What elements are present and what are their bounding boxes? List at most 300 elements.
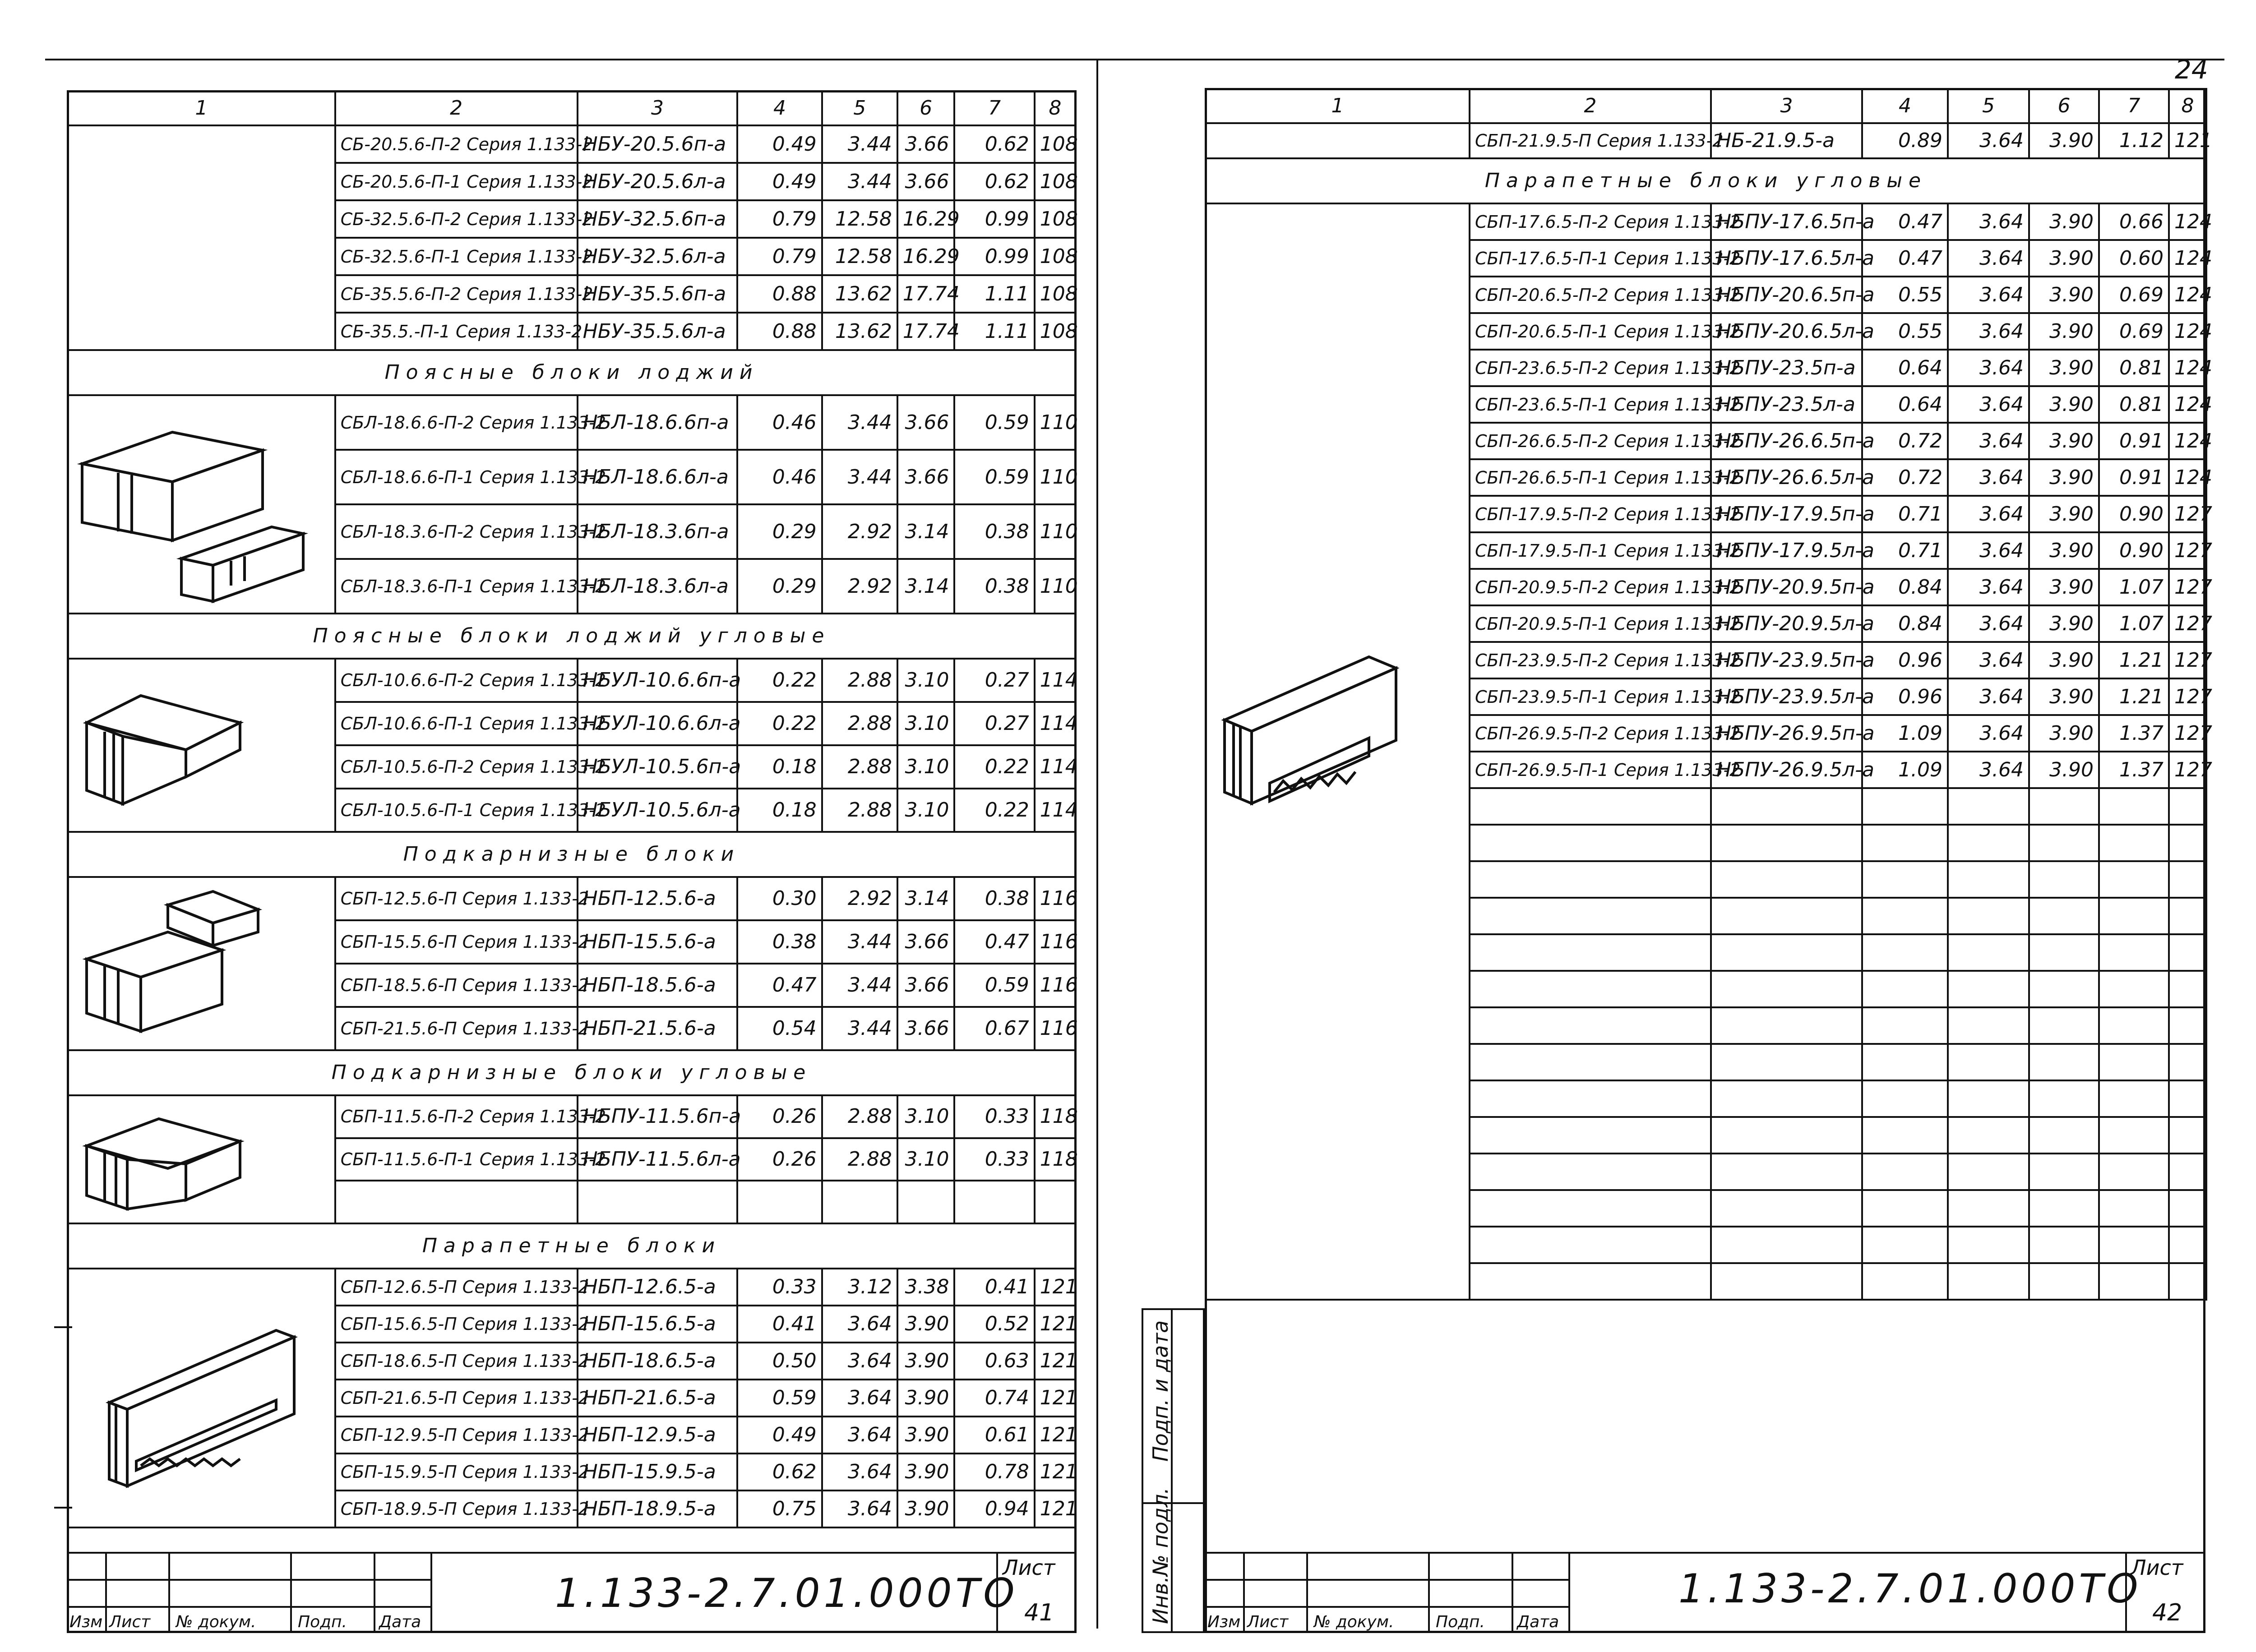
empty-cell <box>1862 1007 1948 1044</box>
value-cell: 0.99 <box>954 200 1034 238</box>
value-cell: 121 <box>1035 1490 1076 1527</box>
empty-cell <box>2029 861 2099 898</box>
block-drawing-cell <box>68 1269 335 1527</box>
value-cell: 3.90 <box>897 1380 955 1417</box>
empty-cell <box>1948 971 2029 1007</box>
empty-cell <box>2099 1044 2169 1080</box>
brand-cell: НБУ-35.5.6л-а <box>578 313 738 350</box>
value-cell: 0.29 <box>737 559 822 614</box>
column-header: 4 <box>1862 89 1948 123</box>
item-mark-cell: СБП-17.9.5-П-2 Серия 1.133-2 <box>1470 496 1711 532</box>
value-cell: 3.66 <box>897 125 955 163</box>
brand-cell: НБУЛ-10.6.6п-а <box>578 659 738 702</box>
brand-cell: НБП-15.5.6-а <box>578 920 738 964</box>
value-cell: 0.88 <box>737 313 822 350</box>
empty-cell <box>1470 1007 1711 1044</box>
value-cell: 0.18 <box>737 745 822 789</box>
left-tb-vlines <box>67 1552 432 1633</box>
empty-cell <box>1470 861 1711 898</box>
empty-cell <box>2169 1007 2206 1044</box>
value-cell: 0.71 <box>1862 532 1948 569</box>
value-cell: 127 <box>2169 569 2206 605</box>
value-cell <box>822 1181 897 1223</box>
value-cell: 0.47 <box>954 920 1034 964</box>
brand-cell: НБПУ-20.9.5п-а <box>1711 569 1862 605</box>
empty-cell <box>1206 123 1470 158</box>
value-cell: 3.12 <box>822 1269 897 1306</box>
section-title-row <box>68 1050 1076 1095</box>
value-cell: 0.47 <box>1862 240 1948 277</box>
value-cell: 3.90 <box>2029 203 2099 240</box>
value-cell: 0.81 <box>2099 386 2169 423</box>
value-cell: 16.29 <box>897 238 955 275</box>
table-row <box>68 125 1076 163</box>
empty-cell <box>1470 934 1711 971</box>
item-mark-cell: СБП-20.6.5-П-2 Серия 1.133-2 <box>1470 277 1711 313</box>
empty-cell <box>1470 1044 1711 1080</box>
column-header: 7 <box>954 91 1034 125</box>
brand-cell: НБПУ-17.6.5л-а <box>1711 240 1862 277</box>
empty-cell <box>2029 788 2099 825</box>
block-drawing-cell <box>68 877 335 1050</box>
empty-cell <box>1711 861 1862 898</box>
empty-cell <box>1470 971 1711 1007</box>
value-cell: 0.59 <box>954 395 1034 450</box>
value-cell: 1.07 <box>2099 605 2169 642</box>
value-cell: 0.67 <box>954 1007 1034 1050</box>
value-cell: 121 <box>1035 1417 1076 1454</box>
loggia-belt-corner-block-drawing-icon <box>69 660 258 831</box>
column-header: 8 <box>2169 89 2206 123</box>
right-titleblock-code: 1.133-2.7.01.000ТО <box>1678 1565 2142 1612</box>
column-header-row <box>1206 89 2206 123</box>
empty-cell <box>1948 898 2029 934</box>
value-cell: 3.66 <box>897 163 955 200</box>
value-cell: 1.37 <box>2099 752 2169 788</box>
column-header: 1 <box>68 91 335 125</box>
empty-cell <box>1948 1263 2029 1300</box>
right-tb-vlines <box>1205 1552 1570 1633</box>
value-cell: 0.55 <box>1862 313 1948 350</box>
value-cell: 0.90 <box>2099 496 2169 532</box>
right-tb-label-podp: Подп. <box>1436 1613 1485 1631</box>
item-mark-cell: СБП-26.6.5-П-1 Серия 1.133-2 <box>1470 459 1711 496</box>
column-header: 2 <box>335 91 578 125</box>
empty-cell <box>2099 825 2169 861</box>
table-row <box>68 1095 1076 1138</box>
empty-cell <box>1862 1154 1948 1190</box>
value-cell: 0.18 <box>737 789 822 832</box>
brand-cell: НБПУ-26.6.5л-а <box>1711 459 1862 496</box>
empty-cell <box>1862 788 1948 825</box>
value-cell: 0.96 <box>1862 678 1948 715</box>
brand-cell: НБП-21.6.5-а <box>578 1380 738 1417</box>
item-mark-cell: СБП-21.6.5-П Серия 1.133-2 <box>335 1380 578 1417</box>
value-cell: 0.38 <box>737 920 822 964</box>
section-title-row <box>1206 158 2206 203</box>
item-mark-cell: СБЛ-18.3.6-П-2 Серия 1.133-2 <box>335 504 578 559</box>
value-cell: 2.88 <box>822 1138 897 1181</box>
value-cell: 1.07 <box>2099 569 2169 605</box>
empty-cell <box>1470 1227 1711 1263</box>
top-rule <box>45 59 2224 60</box>
item-mark-cell: СБП-15.9.5-П Серия 1.133-2 <box>335 1454 578 1490</box>
item-mark-cell: СБП-18.9.5-П Серия 1.133-2 <box>335 1490 578 1527</box>
empty-cell <box>1862 1044 1948 1080</box>
empty-cell <box>1862 934 1948 971</box>
empty-cell <box>2169 1263 2206 1300</box>
item-mark-cell: СБП-26.6.5-П-2 Серия 1.133-2 <box>1470 423 1711 459</box>
item-mark-cell: СБЛ-10.6.6-П-2 Серия 1.133-2 <box>335 659 578 702</box>
empty-cell <box>1470 1190 1711 1227</box>
value-cell: 114 <box>1035 659 1076 702</box>
value-cell: 3.64 <box>1948 203 2029 240</box>
value-cell: 1.11 <box>954 275 1034 313</box>
value-cell: 13.62 <box>822 313 897 350</box>
value-cell: 1.09 <box>1862 752 1948 788</box>
value-cell: 3.90 <box>2029 496 2099 532</box>
value-cell: 2.92 <box>822 504 897 559</box>
value-cell: 3.64 <box>1948 123 2029 158</box>
value-cell: 127 <box>2169 642 2206 678</box>
empty-cell <box>1862 1117 1948 1154</box>
brand-cell: НБПУ-23.9.5п-а <box>1711 642 1862 678</box>
value-cell: 0.30 <box>737 877 822 920</box>
value-cell: 121 <box>1035 1380 1076 1417</box>
value-cell: 3.44 <box>822 1007 897 1050</box>
value-cell: 0.61 <box>954 1417 1034 1454</box>
value-cell: 1.21 <box>2099 642 2169 678</box>
value-cell: 124 <box>2169 240 2206 277</box>
empty-cell <box>1862 861 1948 898</box>
value-cell: 0.49 <box>737 125 822 163</box>
table-row <box>68 395 1076 450</box>
value-cell: 0.52 <box>954 1306 1034 1343</box>
left-tb-label-doc: № докум. <box>176 1613 256 1631</box>
empty-cell <box>2169 1044 2206 1080</box>
value-cell: 13.62 <box>822 275 897 313</box>
value-cell: 116 <box>1035 877 1076 920</box>
brand-cell: НБП-12.9.5-а <box>578 1417 738 1454</box>
empty-cell <box>1948 934 2029 971</box>
value-cell: 3.14 <box>897 877 955 920</box>
item-mark-cell: СБ-20.5.6-П-2 Серия 1.133-2 <box>335 125 578 163</box>
left-tb-label-list: Лист <box>109 1613 151 1631</box>
value-cell: 3.64 <box>1948 569 2029 605</box>
empty-cell <box>2029 971 2099 1007</box>
empty-cell <box>1711 1227 1862 1263</box>
empty-cell <box>2029 1227 2099 1263</box>
empty-cell <box>1470 825 1711 861</box>
value-cell: 127 <box>2169 752 2206 788</box>
empty-cell <box>2169 1190 2206 1227</box>
value-cell: 0.64 <box>1862 350 1948 386</box>
value-cell: 110 <box>1035 504 1076 559</box>
item-mark-cell: СБП-21.5.6-П Серия 1.133-2 <box>335 1007 578 1050</box>
item-mark-cell: СБ-35.5.-П-1 Серия 1.133-2 <box>335 313 578 350</box>
empty-cell <box>1711 1007 1862 1044</box>
empty-cell <box>1862 898 1948 934</box>
empty-cell <box>2169 1154 2206 1190</box>
parapet-block-drawing-icon <box>69 1290 321 1506</box>
value-cell <box>1035 1181 1076 1223</box>
value-cell: 1.11 <box>954 313 1034 350</box>
value-cell: 0.33 <box>954 1095 1034 1138</box>
item-mark-cell: СБП-11.5.6-П-2 Серия 1.133-2 <box>335 1095 578 1138</box>
section-title: Парапетные блоки угловые <box>1206 158 2206 203</box>
value-cell: 3.90 <box>2029 678 2099 715</box>
cornice-block-drawing-icon <box>69 878 276 1049</box>
value-cell: 3.90 <box>897 1490 955 1527</box>
value-cell: 3.64 <box>1948 496 2029 532</box>
item-mark-cell: СБ-32.5.6-П-1 Серия 1.133-2 <box>335 238 578 275</box>
empty-cell <box>2029 1117 2099 1154</box>
value-cell: 1.37 <box>2099 715 2169 752</box>
value-cell: 3.44 <box>822 125 897 163</box>
column-header: 5 <box>822 91 897 125</box>
value-cell: 3.64 <box>822 1380 897 1417</box>
empty-cell <box>1862 825 1948 861</box>
value-cell: 0.38 <box>954 559 1034 614</box>
table-row <box>68 659 1076 702</box>
brand-cell: НБП-18.9.5-а <box>578 1490 738 1527</box>
value-cell: 3.64 <box>822 1306 897 1343</box>
block-drawing-cell <box>68 395 335 614</box>
value-cell: 127 <box>2169 715 2206 752</box>
value-cell: 3.90 <box>2029 569 2099 605</box>
empty-cell <box>2169 1080 2206 1117</box>
value-cell: 114 <box>1035 745 1076 789</box>
value-cell: 3.10 <box>897 745 955 789</box>
empty-cell <box>1948 1154 2029 1190</box>
item-mark-cell: СБП-11.5.6-П-1 Серия 1.133-2 <box>335 1138 578 1181</box>
empty-cell <box>1948 1117 2029 1154</box>
left-sheet-number: 41 <box>1024 1599 1054 1626</box>
empty-cell <box>2169 788 2206 825</box>
brand-cell: НБУЛ-10.6.6л-а <box>578 702 738 745</box>
empty-cell <box>2029 1007 2099 1044</box>
empty-cell <box>1948 1044 2029 1080</box>
value-cell: 124 <box>2169 277 2206 313</box>
column-header: 1 <box>1206 89 1470 123</box>
empty-cell <box>2169 934 2206 971</box>
empty-cell <box>2029 1190 2099 1227</box>
value-cell: 127 <box>2169 678 2206 715</box>
value-cell: 0.91 <box>2099 423 2169 459</box>
value-cell: 118 <box>1035 1138 1076 1181</box>
empty-cell <box>1470 1117 1711 1154</box>
brand-cell: НБУЛ-10.5.6п-а <box>578 745 738 789</box>
left-sheet-label: Лист <box>1003 1555 1055 1580</box>
section-title-row <box>68 614 1076 659</box>
value-cell: 3.14 <box>897 559 955 614</box>
value-cell: 116 <box>1035 920 1076 964</box>
value-cell: 127 <box>2169 532 2206 569</box>
value-cell: 3.44 <box>822 395 897 450</box>
brand-cell: НБПУ-11.5.6л-а <box>578 1138 738 1181</box>
value-cell: 0.88 <box>737 275 822 313</box>
empty-cell <box>1711 1190 1862 1227</box>
value-cell: 116 <box>1035 964 1076 1007</box>
value-cell: 124 <box>2169 203 2206 240</box>
value-cell: 0.27 <box>954 659 1034 702</box>
brand-cell: НБП-18.5.6-а <box>578 964 738 1007</box>
value-cell: 0.54 <box>737 1007 822 1050</box>
sheet-number-top: 24 <box>2175 54 2208 85</box>
empty-cell <box>1862 1080 1948 1117</box>
value-cell: 0.26 <box>737 1095 822 1138</box>
brand-cell: НБПУ-17.6.5п-а <box>1711 203 1862 240</box>
value-cell: 124 <box>2169 313 2206 350</box>
value-cell: 0.81 <box>2099 350 2169 386</box>
item-mark-cell: СБ-32.5.6-П-2 Серия 1.133-2 <box>335 200 578 238</box>
empty-cell <box>1948 861 2029 898</box>
item-mark-cell: СБЛ-18.6.6-П-2 Серия 1.133-2 <box>335 395 578 450</box>
empty-cell <box>1862 971 1948 1007</box>
section-title: Подкарнизные блоки угловые <box>68 1050 1076 1095</box>
item-mark-cell: СБП-23.9.5-П-1 Серия 1.133-2 <box>1470 678 1711 715</box>
value-cell: 17.74 <box>897 313 955 350</box>
value-cell: 0.22 <box>954 745 1034 789</box>
value-cell: 0.72 <box>1862 459 1948 496</box>
empty-cell <box>2099 1117 2169 1154</box>
value-cell: 0.29 <box>737 504 822 559</box>
value-cell: 0.69 <box>2099 313 2169 350</box>
loggia-belt-block-drawing-icon <box>69 396 321 613</box>
value-cell: 108 <box>1035 163 1076 200</box>
value-cell: 121 <box>1035 1306 1076 1343</box>
brand-cell: НБП-15.6.5-а <box>578 1306 738 1343</box>
value-cell: 0.63 <box>954 1343 1034 1380</box>
empty-cell <box>2029 898 2099 934</box>
right-table <box>1205 88 2212 1301</box>
item-mark-cell: СБП-23.9.5-П-2 Серия 1.133-2 <box>1470 642 1711 678</box>
value-cell: 0.33 <box>954 1138 1034 1181</box>
value-cell: 0.50 <box>737 1343 822 1380</box>
value-cell: 116 <box>1035 1007 1076 1050</box>
value-cell: 17.74 <box>897 275 955 313</box>
value-cell: 3.64 <box>1948 350 2029 386</box>
value-cell: 3.90 <box>2029 240 2099 277</box>
brand-cell: НБПУ-20.9.5л-а <box>1711 605 1862 642</box>
value-cell: 114 <box>1035 789 1076 832</box>
value-cell: 3.90 <box>2029 605 2099 642</box>
value-cell: 3.64 <box>1948 752 2029 788</box>
empty-cell <box>2099 788 2169 825</box>
value-cell: 3.66 <box>897 395 955 450</box>
value-cell: 3.66 <box>897 1007 955 1050</box>
brand-cell: НБП-15.9.5-а <box>578 1454 738 1490</box>
value-cell: 0.62 <box>737 1454 822 1490</box>
empty-cell <box>1711 1117 1862 1154</box>
section-title: Поясные блоки лоджий угловые <box>68 614 1076 659</box>
value-cell: 1.21 <box>2099 678 2169 715</box>
empty-cell <box>1948 1190 2029 1227</box>
value-cell: 3.64 <box>1948 459 2029 496</box>
value-cell: 3.44 <box>822 450 897 504</box>
brand-cell: НБПУ-17.9.5п-а <box>1711 496 1862 532</box>
value-cell: 2.92 <box>822 877 897 920</box>
value-cell: 108 <box>1035 275 1076 313</box>
item-mark-cell: СБЛ-10.5.6-П-2 Серия 1.133-2 <box>335 745 578 789</box>
value-cell: 3.64 <box>1948 605 2029 642</box>
empty-cell <box>1948 1227 2029 1263</box>
empty-cell <box>1862 1227 1948 1263</box>
value-cell: 127 <box>2169 496 2206 532</box>
left-tb-label-podp: Подп. <box>298 1613 347 1631</box>
value-cell: 3.90 <box>2029 350 2099 386</box>
brand-cell: НБПУ-11.5.6п-а <box>578 1095 738 1138</box>
empty-cell <box>1862 1263 1948 1300</box>
item-mark-cell: СБП-15.6.5-П Серия 1.133-2 <box>335 1306 578 1343</box>
value-cell: 3.14 <box>897 504 955 559</box>
brand-cell: НБЛ-18.3.6п-а <box>578 504 738 559</box>
brand-cell: НБЛ-18.6.6л-а <box>578 450 738 504</box>
value-cell: 3.10 <box>897 659 955 702</box>
column-header-row <box>68 91 1076 125</box>
table-row <box>1206 203 2206 240</box>
value-cell: 3.66 <box>897 920 955 964</box>
value-cell: 2.88 <box>822 702 897 745</box>
column-header: 6 <box>897 91 955 125</box>
empty-cell <box>1711 934 1862 971</box>
value-cell: 0.79 <box>737 200 822 238</box>
empty-cell <box>2029 825 2099 861</box>
empty-cell <box>1948 1080 2029 1117</box>
value-cell: 0.46 <box>737 450 822 504</box>
value-cell: 0.66 <box>2099 203 2169 240</box>
value-cell: 3.66 <box>897 450 955 504</box>
empty-cell <box>2099 1080 2169 1117</box>
table-row <box>68 877 1076 920</box>
right-tb-label-list: Лист <box>1247 1613 1289 1631</box>
empty-cell <box>1470 1154 1711 1190</box>
block-drawing-cell <box>68 125 335 350</box>
value-cell: 108 <box>1035 125 1076 163</box>
value-cell: 3.64 <box>822 1417 897 1454</box>
value-cell: 12.58 <box>822 200 897 238</box>
value-cell: 16.29 <box>897 200 955 238</box>
value-cell: 0.96 <box>1862 642 1948 678</box>
value-cell: 3.44 <box>822 920 897 964</box>
empty-cell <box>2029 1154 2099 1190</box>
item-mark-cell: СБП-17.6.5-П-2 Серия 1.133-2 <box>1470 203 1711 240</box>
brand-cell: НБПУ-26.6.5п-а <box>1711 423 1862 459</box>
value-cell: 0.89 <box>1862 123 1948 158</box>
section-title-row <box>68 832 1076 877</box>
value-cell: 124 <box>2169 386 2206 423</box>
value-cell: 3.90 <box>2029 715 2099 752</box>
brand-cell: НБП-12.5.6-а <box>578 877 738 920</box>
value-cell: 0.49 <box>737 1417 822 1454</box>
left-titleblock-code: 1.133-2.7.01.000ТО <box>555 1570 1018 1616</box>
block-drawing-cell <box>68 659 335 832</box>
section-title: Парапетные блоки <box>68 1223 1076 1269</box>
value-cell: 2.92 <box>822 559 897 614</box>
item-mark-cell: СБЛ-18.6.6-П-1 Серия 1.133-2 <box>335 450 578 504</box>
brand-cell: НБ-21.9.5-а <box>1711 123 1862 158</box>
item-mark-cell <box>335 1181 578 1223</box>
value-cell: 3.90 <box>2029 423 2099 459</box>
left-tb-label-izm: Изм <box>69 1613 103 1631</box>
item-mark-cell: СБП-12.9.5-П Серия 1.133-2 <box>335 1417 578 1454</box>
section-title: Поясные блоки лоджий <box>68 350 1076 395</box>
column-header: 5 <box>1948 89 2029 123</box>
item-mark-cell: СБП-18.6.5-П Серия 1.133-2 <box>335 1343 578 1380</box>
column-header: 3 <box>1711 89 1862 123</box>
value-cell: 2.88 <box>822 745 897 789</box>
empty-cell <box>2029 934 2099 971</box>
